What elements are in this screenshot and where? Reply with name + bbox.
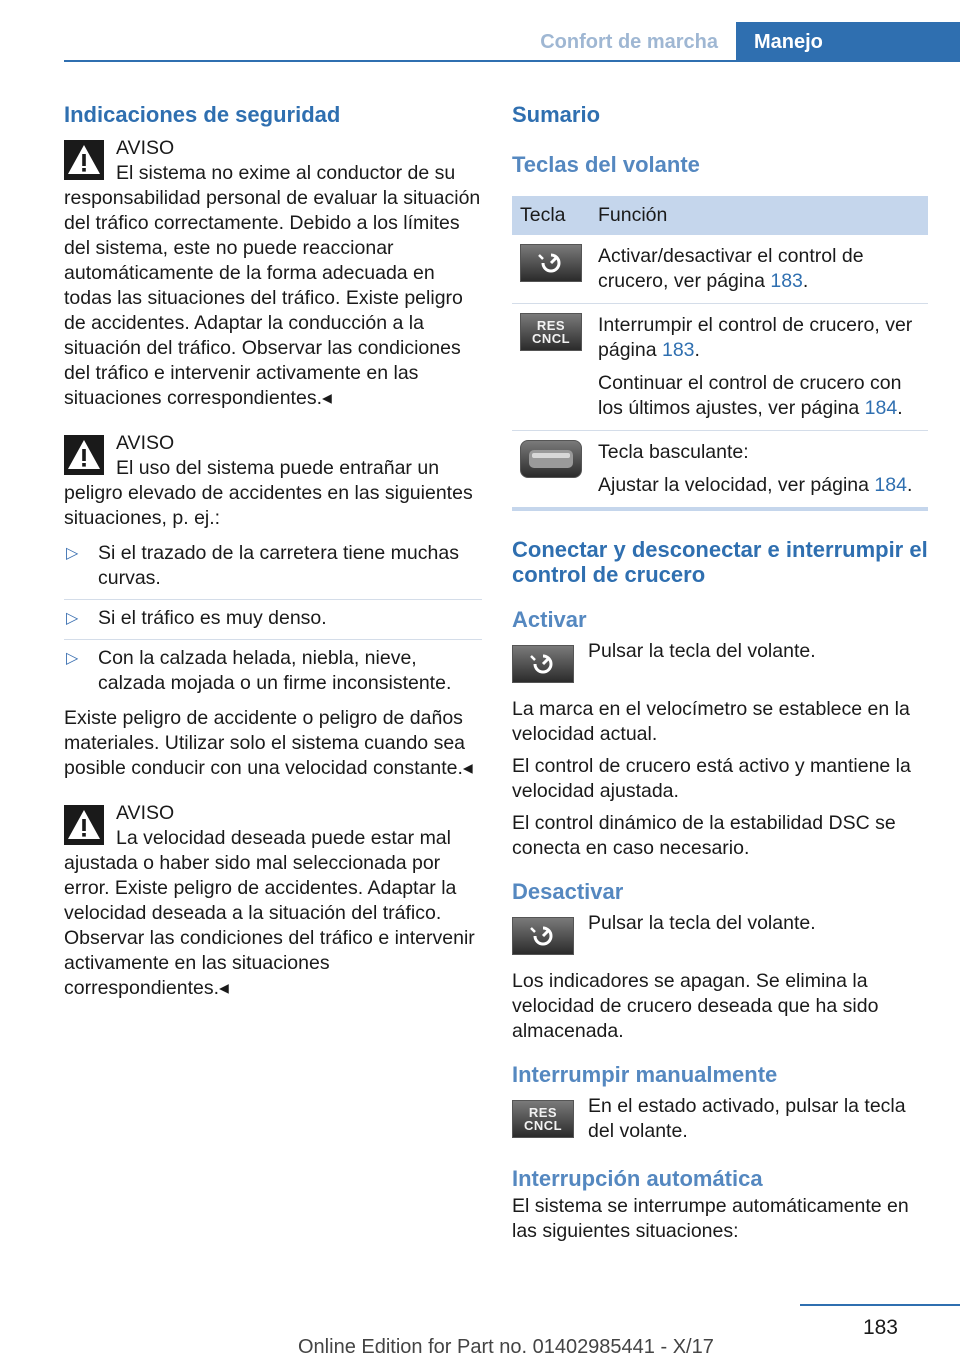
- res-cncl-button-icon: RES CNCL: [520, 313, 582, 351]
- table-row: Activar/desactivar el control de crucero, ver página 183.: [512, 235, 928, 304]
- warning-triangle-icon: [64, 805, 104, 845]
- keys-table: [512, 196, 928, 511]
- bullet-triangle-icon: ▷: [66, 650, 79, 667]
- left-column: [64, 100, 482, 1001]
- warning-block-3: [64, 801, 482, 1001]
- rocker-switch-icon: [520, 440, 582, 478]
- list-item: ▷ Si el trazado de la carretera tiene muchas curvas.: [64, 535, 482, 600]
- cruise-control-button-icon: [512, 645, 574, 683]
- res-cncl-button-icon: RES CNCL: [512, 1100, 574, 1138]
- page-link[interactable]: 184: [864, 397, 898, 419]
- risk-list: [64, 535, 482, 704]
- page-link[interactable]: 183: [661, 339, 695, 361]
- subtitle-interrupcion-automatica: Interrupción automática: [512, 1166, 763, 1191]
- list-item: ▷ Si el tráfico es muy denso.: [64, 600, 482, 640]
- step-activar: Pulsar la tecla del volante.: [512, 639, 928, 683]
- page-number: 183: [862, 1316, 898, 1339]
- column-header-key: Tecla: [512, 196, 590, 235]
- bullet-triangle-icon: ▷: [66, 610, 79, 627]
- table-row: RES CNCL Interrumpir el control de crucero, ver página 183. Continuar el control de crucero con los últimos ajustes, ver página 184.: [512, 304, 928, 431]
- tab-confort-de-marcha[interactable]: Confort de marcha: [540, 31, 718, 53]
- section-title-sumario: Sumario: [512, 102, 601, 127]
- warning-text: La velocidad deseada puede estar mal ajustada o haber sido mal seleccionada por error. Existe peligro de accidentes. Adaptar la velocidad deseada a la situación del tráfico. Observar las condiciones del tráfico e intervenir activamente en las situaciones correspondientes.◂: [64, 827, 475, 999]
- section-title-connect: Conectar y desconectar e interrumpir el control de crucero: [512, 537, 928, 587]
- bullet-triangle-icon: ▷: [66, 545, 79, 562]
- cruise-control-button-icon: [520, 244, 582, 282]
- list-item: ▷ Con la calzada helada, niebla, nieve, calzada mojada o un firme inconsistente.: [66, 647, 452, 694]
- page-link[interactable]: 183: [770, 270, 803, 292]
- table-header-row: [512, 196, 928, 235]
- right-column: Sumario Teclas del volante Tecla Función Activar/desactivar el control de crucero, ver página 183. RES CNCL Interrumpir el control de crucero, ver página 183. Continuar el control de crucero con los últimos ajustes, ver página 184. Tecla basculante: Ajustar la velocidad, ver página 184. Conectar y desconectar e interrumpir el control de crucero Activar Pulsar la tecla del volante. La marca en el velocímetro se establece en la velocidad actual. El control de crucero está activo y mantiene la velocidad ajustada. El control dinámico de la estabilidad DSC se conecta en caso necesario. Desactivar Pulsar la tecla del volante. Los indicadores se apagan. Se elimina la velocidad de crucero deseada que ha sido almacenada. Interrumpir manualmente RES CNCL En el estado activado, pulsar la tecla del volante. Interrupción automática El sistema se interrumpe automáticamente en las siguientes situaciones:: [512, 102, 928, 1242]
- subtitle-interrumpir-manual: Interrumpir manualmente: [512, 1062, 778, 1087]
- warning-after-text: Existe peligro de accidente o peligro de daños materiales. Utilizar solo el sistema cuando sea posible conducir con una velocidad constante.◂: [64, 707, 473, 779]
- step-desactivar: Pulsar la tecla del volante.: [512, 911, 928, 955]
- page-link[interactable]: 184: [874, 474, 907, 496]
- warning-text: El sistema no exime al conductor de su responsabilidad personal de evaluar la situación del tráfico correctamente. Debido a los límites del sistema, este no puede reaccionar automáticamente de la forma adecuada en todas las situaciones del tráfico. Existe peligro de accidentes. Adaptar la conducción a la situación del tráfico. Observar las condiciones del tráfico e intervenir activamente en las situaciones correspondientes.◂: [64, 162, 481, 409]
- table-row: Tecla basculante: Ajustar la velocidad, ver página 184.: [512, 431, 928, 510]
- header-rule: [64, 60, 960, 62]
- section-title-safety: Indicaciones de seguridad: [64, 102, 341, 127]
- column-header-function: Función: [590, 196, 928, 235]
- warning-label: AVISO: [116, 802, 175, 824]
- warning-label: AVISO: [116, 137, 175, 159]
- step-manual: RES CNCL En el estado activado, pulsar la tecla del volante.: [512, 1094, 928, 1144]
- warning-block-2: [64, 431, 482, 781]
- warning-label: AVISO: [116, 432, 175, 454]
- tab-manejo[interactable]: Manejo: [736, 22, 960, 62]
- subtitle-steering-keys: Teclas del volante: [512, 152, 700, 177]
- subtitle-activar: Activar: [512, 607, 587, 632]
- subtitle-desactivar: Desactivar: [512, 879, 624, 904]
- warning-block-1: [64, 136, 482, 411]
- warning-text: El uso del sistema puede entrañar un peligro elevado de accidentes en las siguientes situaciones, p. ej.:: [64, 457, 473, 529]
- cruise-control-button-icon: [512, 917, 574, 955]
- edition-note: Online Edition for Part no. 01402985441 - X/17: [298, 1336, 714, 1358]
- warning-triangle-icon: [64, 140, 104, 180]
- footer-rule: [800, 1304, 960, 1306]
- warning-triangle-icon: [64, 435, 104, 475]
